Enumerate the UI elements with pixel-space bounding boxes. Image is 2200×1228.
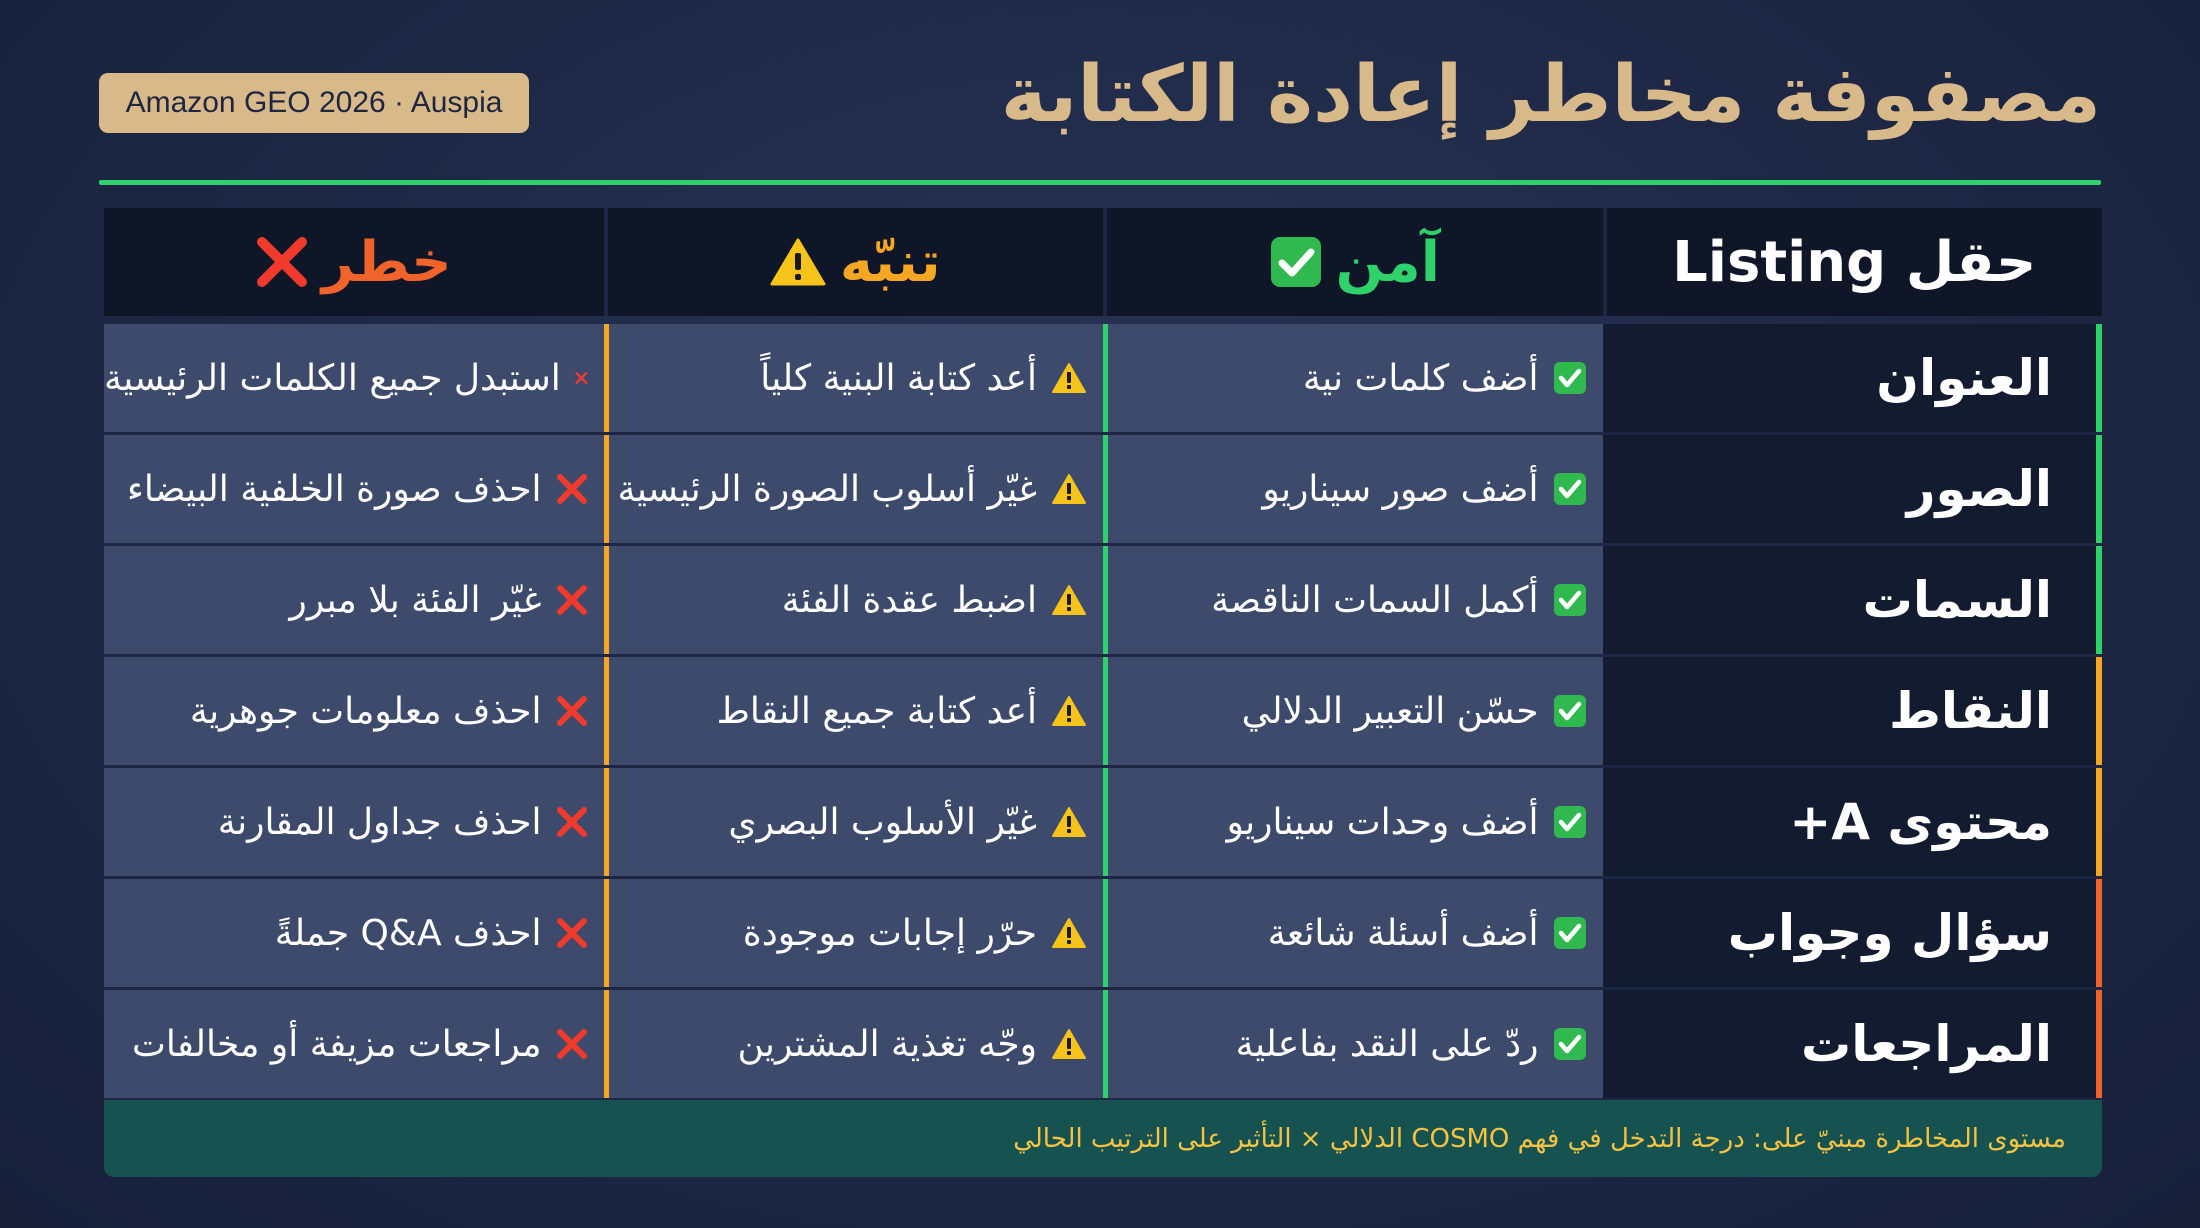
safe-cell — [1103, 324, 1603, 432]
column-separator — [604, 990, 609, 1098]
check-icon — [1553, 805, 1587, 839]
risk-cell — [104, 990, 604, 1098]
row-accent — [2096, 324, 2102, 432]
column-separator — [604, 657, 609, 765]
warn-text: أعد كتابة جميع النقاط — [716, 690, 1037, 732]
warn-text: اضبط عقدة الفئة — [781, 579, 1037, 621]
column-separator — [604, 435, 609, 543]
column-separator — [1103, 546, 1108, 654]
row-accent — [2096, 546, 2102, 654]
cross-icon — [556, 806, 588, 838]
cross-icon — [575, 362, 588, 394]
warning-icon — [1051, 917, 1087, 949]
footnote: مستوى المخاطرة مبنيّ على: درجة التدخل في فهم COSMO الدلالي × التأثير على الترتيب الحالي — [104, 1100, 2102, 1177]
field-label: السمات — [1862, 571, 2052, 629]
header-field — [1603, 208, 2103, 316]
field-cell — [1603, 768, 2103, 876]
warn-cell — [604, 546, 1104, 654]
column-separator — [1103, 435, 1108, 543]
check-icon — [1553, 694, 1587, 728]
warning-icon — [1051, 362, 1087, 394]
risk-text: استبدل جميع الكلمات الرئيسية — [104, 357, 561, 399]
warning-icon — [1051, 584, 1087, 616]
safe-cell — [1103, 657, 1603, 765]
warn-text: أعد كتابة البنية كلياً — [760, 357, 1037, 399]
risk-cell — [104, 435, 604, 543]
risk-text: احذف جداول المقارنة — [217, 801, 542, 843]
safe-text: أضف وحدات سيناريو — [1226, 801, 1539, 843]
column-separator — [604, 546, 609, 654]
safe-cell — [1103, 435, 1603, 543]
risk-cell — [104, 879, 604, 987]
field-label: العنوان — [1876, 349, 2052, 407]
column-separator — [604, 324, 609, 432]
field-cell — [1603, 990, 2103, 1098]
field-label: محتوى A+ — [1789, 793, 2052, 851]
cross-icon — [556, 695, 588, 727]
row-accent — [2096, 435, 2102, 543]
risk-text: غيّر الفئة بلا مبرر — [289, 579, 542, 621]
warn-cell — [604, 435, 1104, 543]
row-accent — [2096, 768, 2102, 876]
table-row — [104, 990, 2102, 1101]
cross-icon — [556, 584, 588, 616]
table-row — [104, 768, 2102, 879]
check-icon — [1553, 916, 1587, 950]
safe-cell — [1103, 768, 1603, 876]
cross-icon — [556, 917, 588, 949]
warning-icon — [1051, 695, 1087, 727]
field-label: سؤال وجواب — [1727, 904, 2052, 962]
source-badge: Amazon GEO 2026 · Auspia — [99, 73, 529, 133]
row-accent — [2096, 990, 2102, 1098]
check-icon — [1553, 472, 1587, 506]
warn-cell — [604, 990, 1104, 1098]
column-separator — [1103, 657, 1108, 765]
cross-icon — [556, 473, 588, 505]
header-warn — [604, 208, 1104, 316]
field-cell — [1603, 324, 2103, 432]
safe-text: أكمل السمات الناقصة — [1211, 579, 1539, 621]
header-safe — [1103, 208, 1603, 316]
header-field-label: حقل Listing — [1672, 229, 2037, 295]
row-accent — [2096, 879, 2102, 987]
risk-text: احذف Q&A جملةً — [274, 912, 542, 954]
warn-text: غيّر الأسلوب البصري — [728, 801, 1037, 843]
safe-text: أضف صور سيناريو — [1262, 468, 1539, 510]
header-risk-label: خطر — [321, 229, 452, 295]
check-icon — [1553, 361, 1587, 395]
risk-cell — [104, 657, 604, 765]
field-cell — [1603, 657, 2103, 765]
check-icon — [1553, 583, 1587, 617]
risk-text: مراجعات مزيفة أو مخالفات — [131, 1023, 542, 1065]
page-title: مصفوفة مخاطر إعادة الكتابة — [1000, 50, 2101, 140]
row-accent — [2096, 657, 2102, 765]
field-label: المراجعات — [1801, 1015, 2052, 1073]
risk-cell — [104, 324, 604, 432]
field-cell — [1603, 546, 2103, 654]
table-row — [104, 435, 2102, 546]
cross-icon — [256, 236, 308, 288]
field-label: النقاط — [1888, 682, 2052, 740]
column-separator — [1103, 990, 1108, 1098]
risk-text: احذف صورة الخلفية البيضاء — [126, 468, 542, 510]
warning-icon — [1051, 1028, 1087, 1060]
column-separator — [604, 879, 609, 987]
field-label: الصور — [1906, 460, 2052, 518]
matrix-body — [104, 324, 2102, 1101]
table-row — [104, 879, 2102, 990]
safe-text: ردّ على النقد بفاعلية — [1235, 1023, 1539, 1065]
warn-text: حرّر إجابات موجودة — [742, 912, 1037, 954]
risk-text: احذف معلومات جوهرية — [189, 690, 542, 732]
cross-icon — [556, 1028, 588, 1060]
warning-icon — [1051, 473, 1087, 505]
table-row — [104, 657, 2102, 768]
safe-text: أضف أسئلة شائعة — [1267, 912, 1539, 954]
title-divider — [99, 180, 2101, 185]
warn-cell — [604, 768, 1104, 876]
risk-matrix — [104, 208, 2102, 1101]
safe-text: حسّن التعبير الدلالي — [1241, 690, 1539, 732]
column-separator — [1103, 879, 1108, 987]
warn-cell — [604, 324, 1104, 432]
header-row — [104, 208, 2102, 316]
warn-cell — [604, 879, 1104, 987]
field-cell — [1603, 879, 2103, 987]
column-separator — [1103, 768, 1108, 876]
risk-cell — [104, 768, 604, 876]
check-icon — [1553, 1027, 1587, 1061]
warn-cell — [604, 657, 1104, 765]
risk-cell — [104, 546, 604, 654]
field-cell — [1603, 435, 2103, 543]
header-safe-label: آمن — [1335, 229, 1440, 295]
safe-text: أضف كلمات نية — [1302, 357, 1539, 399]
column-separator — [604, 768, 609, 876]
safe-cell — [1103, 546, 1603, 654]
header-warn-label: تنبّه — [839, 229, 941, 295]
column-separator — [1103, 324, 1108, 432]
header-risk — [104, 208, 604, 316]
warning-icon — [1051, 806, 1087, 838]
check-icon — [1270, 236, 1322, 288]
warning-icon — [770, 237, 826, 287]
table-row — [104, 324, 2102, 435]
table-row — [104, 546, 2102, 657]
safe-cell — [1103, 990, 1603, 1098]
warn-text: وجّه تغذية المشترين — [737, 1023, 1037, 1065]
warn-text: غيّر أسلوب الصورة الرئيسية — [617, 468, 1037, 510]
safe-cell — [1103, 879, 1603, 987]
